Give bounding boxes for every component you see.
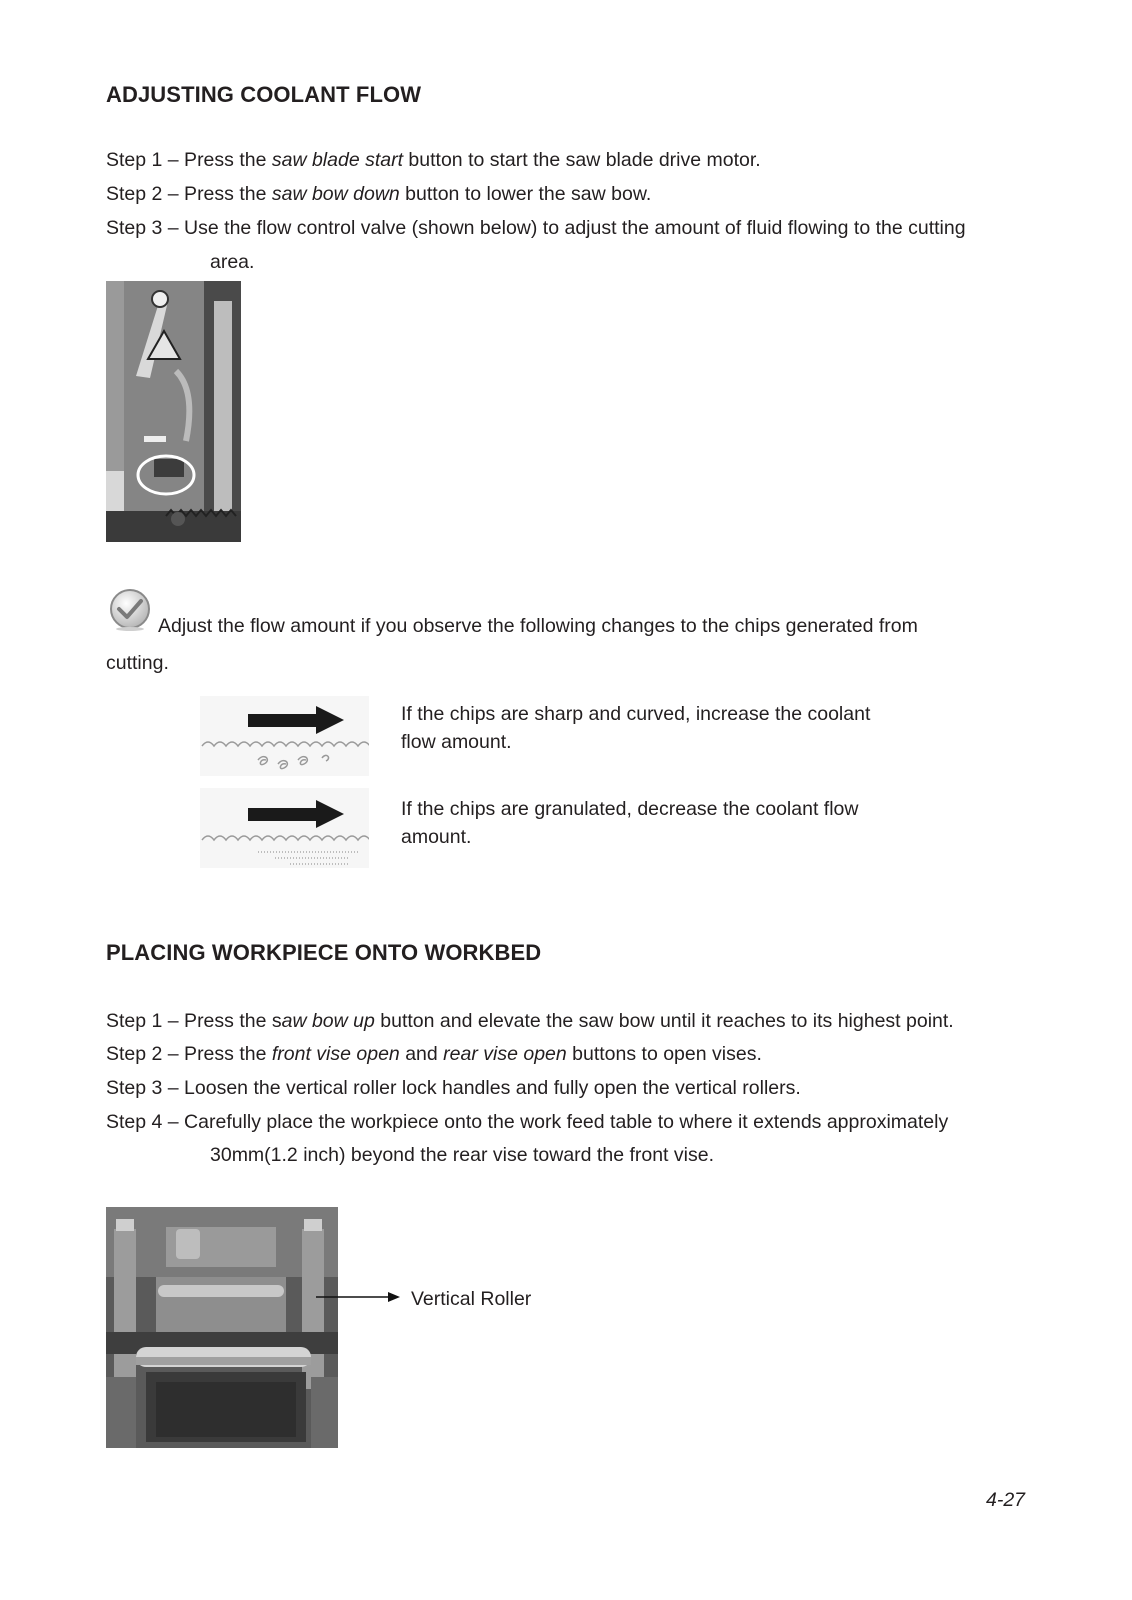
coolant-step-3-cont: area. (210, 251, 255, 273)
sharp-chips-figure (200, 696, 369, 776)
workpiece-step-3: Step 3 – Loosen the vertical roller lock handles and fully open the vertical rollers. (106, 1077, 801, 1099)
coolant-step-2: Step 2 – Press the saw bow down button to lower the saw bow. (106, 183, 652, 205)
page-number: 4-27 (986, 1489, 1026, 1511)
check-icon (108, 588, 152, 632)
note-text-cont: cutting. (106, 652, 169, 674)
flow-valve-photo (106, 281, 241, 542)
note-text: Adjust the flow amount if you observe the following changes to the chips generated from (158, 615, 918, 637)
callout-vertical-roller: Vertical Roller (411, 1288, 532, 1310)
workpiece-step-4: Step 4 – Carefully place the workpiece onto the work feed table to where it extends approximately (106, 1111, 949, 1133)
callout-arrow-icon (316, 1290, 400, 1304)
workpiece-step-4-cont: 30mm(1.2 inch) beyond the rear vise toward the front vise. (210, 1144, 714, 1166)
section-title-coolant: ADJUSTING COOLANT FLOW (106, 82, 422, 107)
vertical-roller-photo (106, 1207, 338, 1448)
sharp-chips-text: If the chips are sharp and curved, increase the coolant flow amount. (401, 703, 871, 753)
coolant-step-1: Step 1 – Press the saw blade start button to start the saw blade drive motor. (106, 149, 761, 171)
workpiece-step-2: Step 2 – Press the front vise open and rear vise open buttons to open vises. (106, 1043, 762, 1065)
granulated-chips-figure (200, 788, 369, 868)
granulated-chips-text: If the chips are granulated, decrease the coolant flow amount. (401, 798, 859, 848)
coolant-step-3: Step 3 – Use the flow control valve (shown below) to adjust the amount of fluid flowing to the cutting (106, 217, 966, 239)
workpiece-step-1: Step 1 – Press the saw bow up button and elevate the saw bow until it reaches to its highest point. (106, 1010, 954, 1032)
section-title-workpiece: PLACING WORKPIECE ONTO WORKBED (106, 940, 542, 965)
